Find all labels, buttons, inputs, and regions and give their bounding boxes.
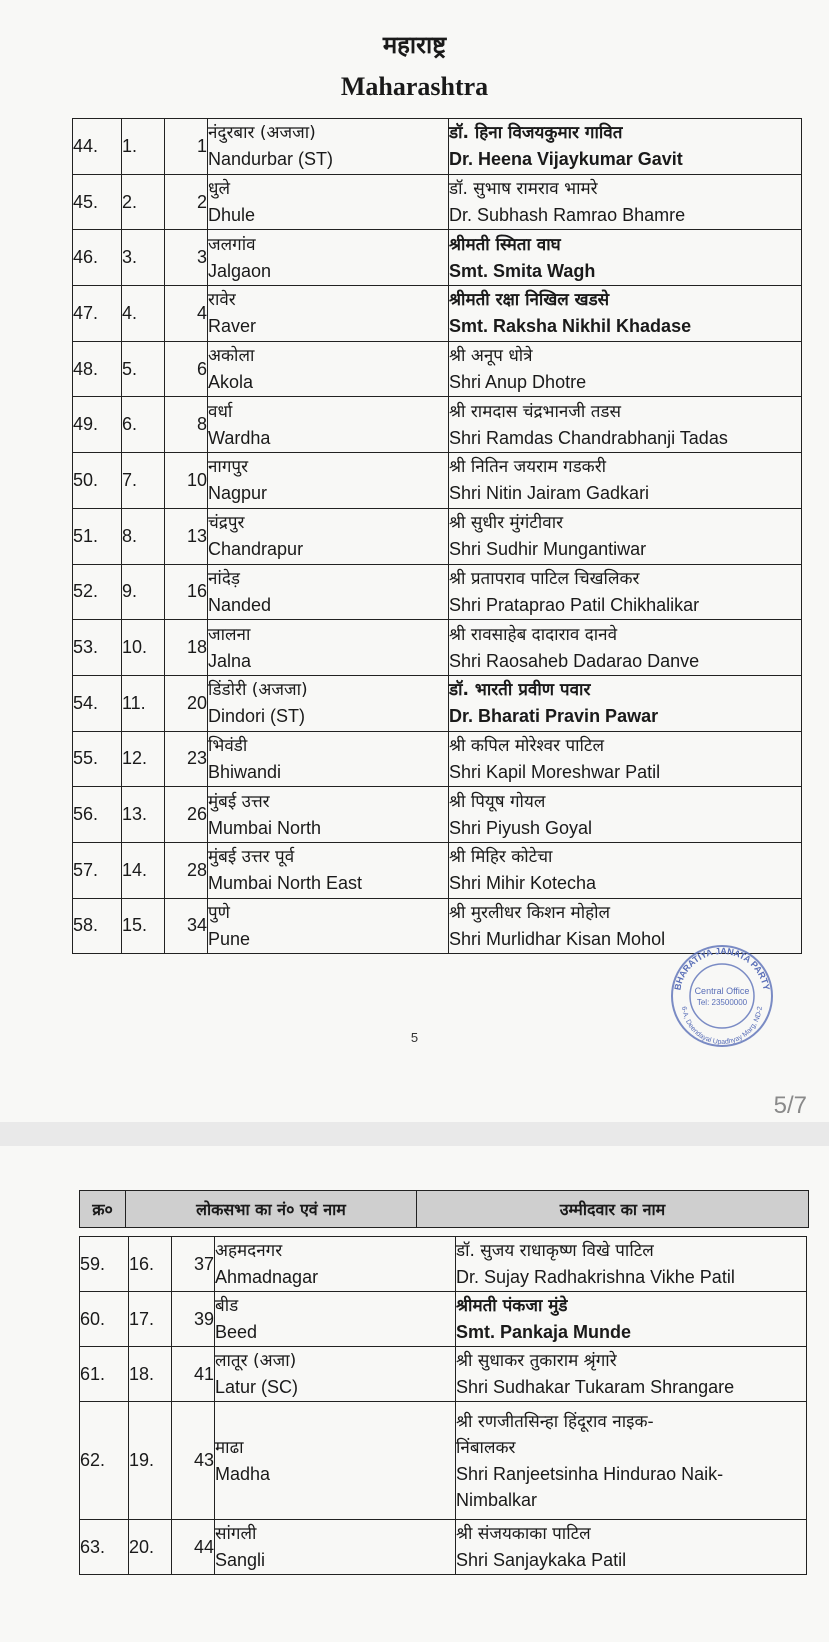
constituency-name	[208, 898, 449, 954]
constituency-name	[215, 1520, 456, 1575]
state-serial	[122, 230, 165, 286]
state-serial-text: 9.	[122, 581, 138, 602]
candidate-name-hindi: श्री पियूष गोयल	[449, 791, 546, 812]
table-row	[73, 174, 802, 230]
state-serial-text: 15.	[122, 915, 148, 936]
state-serial	[122, 675, 165, 731]
list-number-text: 48.	[73, 358, 99, 379]
table-row	[80, 1520, 807, 1575]
constituency-name	[208, 731, 449, 787]
constituency-number-text: 8	[196, 414, 207, 435]
state-serial	[122, 898, 165, 954]
candidate-name-english: Shri Nitin Jairam Gadkari	[449, 483, 650, 504]
list-number	[80, 1237, 129, 1292]
candidate-name	[449, 620, 802, 676]
candidate-name-hindi: श्री सुधाकर तुकाराम श्रृंगारे	[456, 1351, 617, 1371]
candidate-name-hindi: श्रीमती पंकजा मुंडे	[456, 1296, 568, 1316]
list-number-text: 51.	[73, 525, 99, 546]
constituency-name-hindi: धुले	[208, 179, 230, 200]
candidate-name-hindi: श्री मुरलीधर किशन मोहोल	[449, 902, 611, 923]
candidate-name-english: Shri Mihir Kotecha	[449, 873, 597, 894]
constituency-name	[208, 508, 449, 564]
candidate-name-english: Dr. Sujay Radhakrishna Vikhe Patil	[456, 1267, 735, 1287]
constituency-number	[172, 1402, 215, 1520]
candidate-name	[449, 119, 802, 175]
table-row	[80, 1347, 807, 1402]
state-serial-text: 19.	[129, 1450, 155, 1470]
constituency-name-english: Ahmadnagar	[215, 1267, 319, 1287]
constituency-number-text: 28	[186, 859, 207, 880]
candidate-name-english: Smt. Raksha Nikhil Khadase	[449, 316, 692, 337]
candidate-name-hindi: श्रीमती रक्षा निखिल खडसे	[449, 290, 610, 311]
page-number: 5	[410, 1030, 419, 1045]
constituency-name	[208, 341, 449, 397]
state-serial-text: 20.	[129, 1536, 155, 1557]
list-number	[80, 1402, 129, 1520]
list-number-text: 47.	[73, 302, 99, 323]
page-counter: 5/7	[773, 1092, 807, 1119]
list-number	[73, 174, 122, 230]
state-serial-text: 17.	[129, 1308, 155, 1329]
state-serial	[122, 341, 165, 397]
constituency-name-hindi: मुंबई उत्तर	[208, 791, 270, 812]
candidate-name-english: Shri Piyush Goyal	[449, 817, 593, 838]
constituency-name	[208, 675, 449, 731]
constituency-name	[208, 620, 449, 676]
candidate-name-english: Dr. Heena Vijaykumar Gavit	[449, 149, 683, 170]
constituency-number-text: 16	[186, 581, 207, 602]
constituency-name-english: Nagpur	[208, 483, 268, 504]
list-number-text: 52.	[73, 581, 99, 602]
candidate-table-2	[79, 1236, 807, 1575]
constituency-name	[208, 842, 449, 898]
candidate-name	[449, 230, 802, 286]
candidate-name-hindi: श्री रावसाहेब दादाराव दानवे	[449, 624, 618, 645]
constituency-number	[165, 675, 208, 731]
seal-center-line1: Central Office	[694, 986, 750, 996]
state-serial	[129, 1292, 172, 1347]
constituency-name	[208, 787, 449, 843]
state-serial	[122, 397, 165, 453]
candidate-name	[449, 341, 802, 397]
list-number-text: 60.	[80, 1308, 106, 1329]
constituency-number	[172, 1520, 215, 1575]
list-number	[73, 508, 122, 564]
constituency-name	[215, 1237, 456, 1292]
table-row	[73, 286, 802, 342]
candidate-name	[449, 731, 802, 787]
constituency-name-hindi: लातूर (अजा)	[215, 1351, 297, 1371]
constituency-number-text: 23	[186, 748, 207, 769]
candidate-name-english: Shri Kapil Moreshwar Patil	[449, 761, 661, 782]
constituency-number-text: 4	[196, 302, 207, 323]
constituency-number	[165, 564, 208, 620]
constituency-name	[208, 397, 449, 453]
constituency-name-english: Chandrapur	[208, 539, 304, 560]
constituency-name-hindi: जलगांव	[208, 234, 256, 255]
state-serial-text: 8.	[122, 525, 138, 546]
constituency-number	[165, 453, 208, 509]
constituency-name-english: Sangli	[215, 1550, 266, 1570]
constituency-number-text: 20	[186, 692, 207, 713]
constituency-name-english: Nanded	[208, 594, 272, 615]
constituency-name-hindi: डिंडोरी (अजजा)	[208, 680, 308, 701]
constituency-name-english: Jalna	[208, 650, 252, 671]
candidate-name-hindi-cont: निंबालकर	[456, 1437, 516, 1458]
constituency-name	[215, 1402, 456, 1520]
candidate-name-english: Shri Ramdas Chandrabhanji Tadas	[449, 427, 728, 448]
constituency-number	[165, 620, 208, 676]
table-row	[73, 453, 802, 509]
state-serial	[122, 731, 165, 787]
constituency-name	[208, 230, 449, 286]
list-number-text: 55.	[73, 748, 99, 769]
state-serial-text: 13.	[122, 804, 148, 825]
seal-text-top: BHARATIYA JANATA PARTY	[672, 945, 772, 992]
candidate-name-english: Dr. Bharati Pravin Pawar	[449, 706, 659, 727]
state-serial	[122, 564, 165, 620]
constituency-name	[208, 174, 449, 230]
table-row	[73, 397, 802, 453]
constituency-number-text: 10	[186, 469, 207, 490]
state-title-hindi: महाराष्ट्र	[382, 31, 447, 59]
constituency-name-english: Pune	[208, 928, 251, 949]
list-number	[73, 564, 122, 620]
list-number	[73, 119, 122, 175]
list-number-text: 49.	[73, 414, 99, 435]
state-serial-text: 12.	[122, 748, 148, 769]
state-serial	[129, 1237, 172, 1292]
state-serial-text: 14.	[122, 859, 148, 880]
candidate-name-english: Shri Anup Dhotre	[449, 372, 587, 393]
state-serial-text: 4.	[122, 302, 138, 323]
header-serial: क्र०	[80, 1191, 126, 1227]
candidate-name	[456, 1292, 807, 1347]
list-number-text: 45.	[73, 191, 99, 212]
candidate-name-hindi: श्री नितिन जयराम गडकरी	[449, 457, 607, 478]
constituency-number	[165, 842, 208, 898]
state-serial-text: 18.	[129, 1363, 155, 1384]
list-number	[73, 453, 122, 509]
candidate-name-hindi: डॉ. सुजय राधाकृष्ण विखे पाटिल	[456, 1241, 654, 1261]
list-number-text: 50.	[73, 469, 99, 490]
list-number	[73, 341, 122, 397]
header-constituency: लोकसभा का नं० एवं नाम	[126, 1191, 417, 1227]
list-number-text: 53.	[73, 637, 99, 658]
state-serial	[122, 174, 165, 230]
constituency-name-hindi: पुणे	[208, 902, 230, 923]
seal-center-line2: Tel: 23500000	[696, 998, 748, 1007]
state-serial	[122, 508, 165, 564]
candidate-name	[456, 1402, 807, 1520]
table-row	[80, 1402, 807, 1520]
candidate-name	[449, 397, 802, 453]
constituency-name-hindi: वर्धा	[208, 401, 233, 422]
constituency-number-text: 18	[186, 637, 207, 658]
constituency-name-hindi: रावेर	[208, 290, 236, 311]
candidate-name-english: Dr. Subhash Ramrao Bhamre	[449, 205, 686, 226]
constituency-name-english: Mumbai North	[208, 817, 322, 838]
constituency-number-text: 44	[193, 1536, 214, 1557]
table-row	[73, 341, 802, 397]
state-serial	[122, 620, 165, 676]
table-row	[73, 675, 802, 731]
candidate-name	[449, 842, 802, 898]
constituency-name-english: Latur (SC)	[215, 1377, 299, 1397]
candidate-name	[449, 564, 802, 620]
constituency-number	[165, 119, 208, 175]
list-number-text: 59.	[80, 1253, 106, 1274]
constituency-name-english: Madha	[215, 1463, 271, 1484]
candidate-name-hindi: डॉ. भारती प्रवीण पवार	[449, 680, 591, 701]
state-serial	[122, 453, 165, 509]
table-row	[80, 1292, 807, 1347]
state-serial	[129, 1520, 172, 1575]
candidate-name-english: Smt. Pankaja Munde	[456, 1322, 632, 1342]
constituency-number-text: 37	[193, 1253, 214, 1274]
constituency-number-text: 6	[196, 358, 207, 379]
list-number	[80, 1347, 129, 1402]
constituency-name-hindi: माढा	[215, 1437, 244, 1458]
constituency-number-text: 3	[196, 247, 207, 268]
constituency-name-hindi: चंद्रपुर	[208, 513, 245, 534]
constituency-number	[165, 898, 208, 954]
list-number	[73, 397, 122, 453]
state-serial-text: 2.	[122, 191, 138, 212]
table-row	[73, 787, 802, 843]
constituency-name	[208, 453, 449, 509]
constituency-number	[165, 341, 208, 397]
svg-text:BHARATIYA JANATA PARTY	[672, 946, 771, 991]
constituency-number-text: 1	[196, 135, 207, 156]
constituency-name-english: Nandurbar (ST)	[208, 149, 334, 170]
list-number	[73, 286, 122, 342]
table-row	[73, 508, 802, 564]
candidate-name	[449, 508, 802, 564]
constituency-name-english: Akola	[208, 372, 254, 393]
state-serial-text: 7.	[122, 469, 138, 490]
candidate-name-hindi: श्री सुधीर मुंगंटीवार	[449, 513, 564, 534]
list-number-text: 57.	[73, 859, 99, 880]
state-serial-text: 1.	[122, 135, 138, 156]
list-number-text: 54.	[73, 692, 99, 713]
state-serial-text: 16.	[129, 1253, 155, 1274]
constituency-number-text: 26	[186, 804, 207, 825]
list-number-text: 63.	[80, 1536, 106, 1557]
list-number	[73, 731, 122, 787]
constituency-number-text: 2	[196, 191, 207, 212]
state-serial	[122, 787, 165, 843]
candidate-name-english: Shri Sudhir Mungantiwar	[449, 539, 647, 560]
constituency-name-hindi: अहमदनगर	[215, 1241, 283, 1261]
constituency-name-hindi: अकोला	[208, 346, 255, 367]
constituency-name-english: Beed	[215, 1322, 258, 1342]
constituency-number	[165, 230, 208, 286]
constituency-number	[165, 286, 208, 342]
candidate-name-hindi: श्रीमती स्मिता वाघ	[449, 234, 561, 255]
constituency-name-hindi: नागपुर	[208, 457, 249, 478]
candidate-name-hindi: श्री कपिल मोरेश्वर पाटिल	[449, 735, 604, 756]
candidate-name-english: Smt. Smita Wagh	[449, 260, 596, 281]
constituency-name	[215, 1292, 456, 1347]
candidate-name-english: Shri Prataprao Patil Chikhalikar	[449, 594, 700, 615]
candidate-name-english-cont: Nimbalkar	[456, 1489, 538, 1510]
list-number-text: 56.	[73, 804, 99, 825]
state-serial	[122, 842, 165, 898]
constituency-number	[165, 787, 208, 843]
constituency-name	[208, 286, 449, 342]
candidate-name-english: Shri Sudhakar Tukaram Shrangare	[456, 1377, 735, 1397]
constituency-name-hindi: बीड	[215, 1296, 239, 1316]
list-number	[73, 620, 122, 676]
constituency-number	[165, 397, 208, 453]
list-number-text: 62.	[80, 1450, 106, 1470]
table-row	[73, 119, 802, 175]
candidate-name-english: Shri Murlidhar Kisan Mohol	[449, 928, 666, 949]
constituency-number	[172, 1347, 215, 1402]
constituency-number-text: 13	[186, 525, 207, 546]
table-row	[73, 731, 802, 787]
constituency-number	[172, 1292, 215, 1347]
constituency-number	[172, 1237, 215, 1292]
list-number	[73, 230, 122, 286]
list-number	[73, 675, 122, 731]
state-serial-text: 3.	[122, 247, 138, 268]
candidate-name	[456, 1237, 807, 1292]
constituency-name-hindi: भिवंडी	[208, 735, 248, 756]
constituency-name-english: Raver	[208, 316, 257, 337]
constituency-name-english: Dhule	[208, 205, 256, 226]
candidate-name-hindi: श्री रामदास चंद्रभानजी तडस	[449, 401, 621, 422]
state-serial	[122, 286, 165, 342]
constituency-name-english: Jalgaon	[208, 260, 272, 281]
constituency-number-text: 43	[193, 1450, 214, 1470]
candidate-name	[456, 1520, 807, 1575]
candidate-name	[449, 286, 802, 342]
constituency-name-english: Dindori (ST)	[208, 706, 306, 727]
candidate-name-hindi: डॉ. सुभाष रामराव भामरे	[449, 179, 598, 200]
seal-text-bottom: 6-A, Deendayal Upadhyay Marg, ND-2	[680, 1006, 764, 1047]
list-number-text: 58.	[73, 915, 99, 936]
candidate-name-hindi: श्री प्रतापराव पाटिल चिखलिकर	[449, 568, 640, 589]
list-number	[80, 1520, 129, 1575]
list-number	[80, 1292, 129, 1347]
header-candidate: उम्मीदवार का नाम	[559, 1200, 666, 1219]
constituency-name	[215, 1347, 456, 1402]
table-row	[73, 564, 802, 620]
table-row	[73, 842, 802, 898]
constituency-name-english: Wardha	[208, 427, 271, 448]
candidate-name-hindi: श्री संजयकाका पाटिल	[456, 1524, 591, 1544]
constituency-number	[165, 731, 208, 787]
state-title-english: Maharashtra	[340, 72, 489, 101]
constituency-name-english: Bhiwandi	[208, 761, 282, 782]
constituency-number	[165, 508, 208, 564]
candidate-name	[449, 675, 802, 731]
candidate-name-hindi: श्री मिहिर कोटेचा	[449, 847, 553, 868]
constituency-number-text: 34	[186, 915, 207, 936]
candidate-name	[449, 174, 802, 230]
constituency-name	[208, 119, 449, 175]
constituency-name-hindi: मुंबई उत्तर पूर्व	[208, 847, 295, 868]
candidate-name-hindi: डॉ. हिना विजयकुमार गावित	[449, 123, 623, 144]
candidate-name	[449, 453, 802, 509]
candidate-name-english: Shri Ranjeetsinha Hindurao Naik-	[456, 1463, 724, 1484]
state-serial	[129, 1347, 172, 1402]
table-row	[80, 1237, 807, 1292]
constituency-name-hindi: नंदुरबार (अजजा)	[208, 123, 316, 144]
list-number-text: 46.	[73, 247, 99, 268]
list-number	[73, 842, 122, 898]
candidate-name	[456, 1347, 807, 1402]
constituency-number-text: 41	[193, 1363, 214, 1384]
list-number	[73, 898, 122, 954]
constituency-name	[208, 564, 449, 620]
state-serial	[129, 1402, 172, 1520]
state-serial-text: 5.	[122, 358, 138, 379]
candidate-name-hindi: श्री अनूप धोत्रे	[449, 346, 533, 367]
table-row	[73, 230, 802, 286]
candidate-name	[449, 787, 802, 843]
list-number-text: 61.	[80, 1363, 106, 1384]
constituency-number-text: 39	[193, 1308, 214, 1329]
candidate-name-english: Shri Sanjaykaka Patil	[456, 1550, 627, 1570]
list-number	[73, 787, 122, 843]
state-serial	[122, 119, 165, 175]
table-row	[73, 620, 802, 676]
state-serial-text: 11.	[122, 692, 146, 713]
list-number-text: 44.	[73, 135, 99, 156]
candidate-name-hindi: श्री रणजीतसिन्हा हिंदूराव नाइक-	[456, 1411, 654, 1432]
constituency-name-hindi: नांदेड़	[208, 568, 240, 589]
constituency-name-english: Mumbai North East	[208, 873, 363, 894]
state-serial-text: 6.	[122, 414, 138, 435]
candidate-table-1	[72, 118, 802, 954]
constituency-name-hindi: सांगली	[215, 1524, 257, 1544]
constituency-number	[165, 174, 208, 230]
constituency-name-hindi: जालना	[208, 624, 251, 645]
state-serial-text: 10.	[122, 637, 148, 658]
candidate-name-english: Shri Raosaheb Dadarao Danve	[449, 650, 700, 671]
table-header	[79, 1190, 809, 1228]
